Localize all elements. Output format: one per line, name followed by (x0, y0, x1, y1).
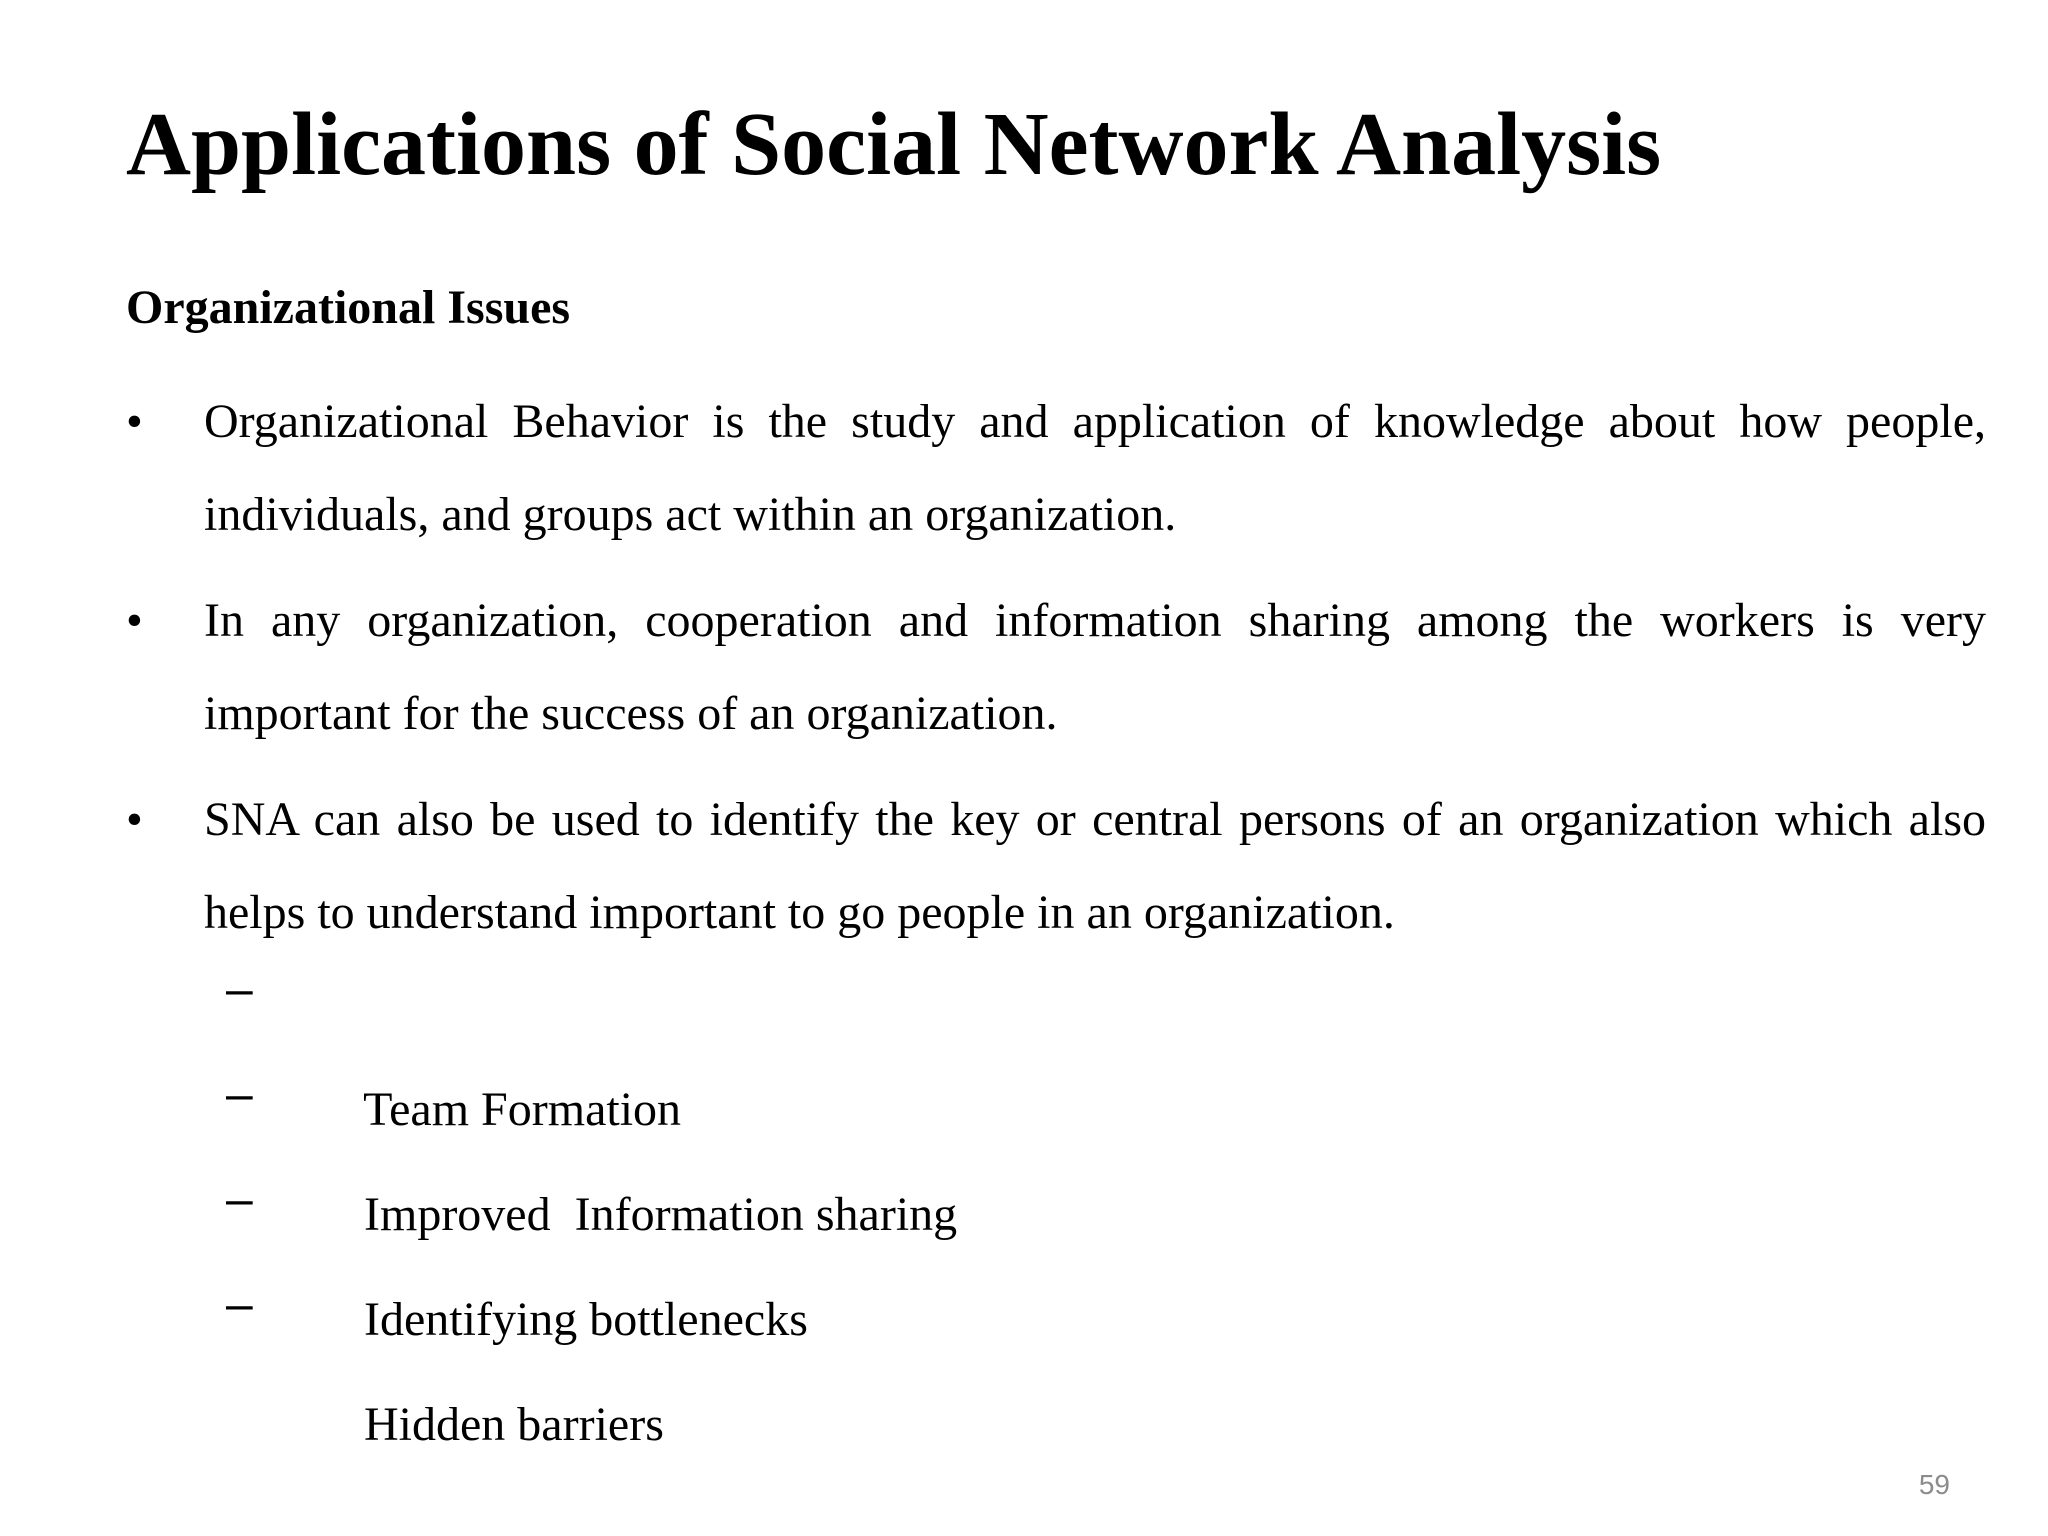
sub-bullet-text: Team Formation (363, 1083, 682, 1136)
sub-bullet-list (226, 960, 958, 1451)
bullet-text: Organizational Behavior is the study and application of knowledge about how people, individuals, and groups act within an organization. (204, 395, 1986, 541)
dash-marker: – (226, 963, 253, 1016)
bullet-item (126, 375, 1986, 561)
slide-title: Applications of Social Network Analysis (126, 95, 1662, 194)
bullet-item (126, 574, 1986, 760)
sub-bullet-text: Hidden barriers (364, 1398, 664, 1451)
page-number: 59 (1918, 1469, 1950, 1500)
section-heading: Organizational Issues (126, 281, 571, 334)
bullet-marker: • (126, 594, 143, 647)
bullet-marker: • (126, 395, 143, 448)
bullet-list (126, 375, 1986, 972)
dash-marker: – (226, 1068, 253, 1121)
dash-marker: – (226, 1173, 253, 1226)
bullet-marker: • (126, 793, 143, 846)
bullet-item (126, 773, 1986, 959)
bullet-text: SNA can also be used to identify the key or central persons of an organization which also helps to understand important to go people in an organization. (204, 793, 1986, 939)
sub-bullet-item (226, 1275, 957, 1451)
bullet-text: In any organization, cooperation and information sharing among the workers is very important for the success of an organization. (204, 594, 1986, 740)
sub-bullet-item (226, 960, 957, 1136)
sub-bullet-item (226, 1065, 958, 1241)
sub-bullet-item (226, 1170, 957, 1346)
sub-bullet-text: Identifying bottlenecks (364, 1293, 808, 1346)
sub-bullet-text: Improved Information sharing (364, 1188, 958, 1241)
dash-marker: – (226, 1278, 253, 1331)
